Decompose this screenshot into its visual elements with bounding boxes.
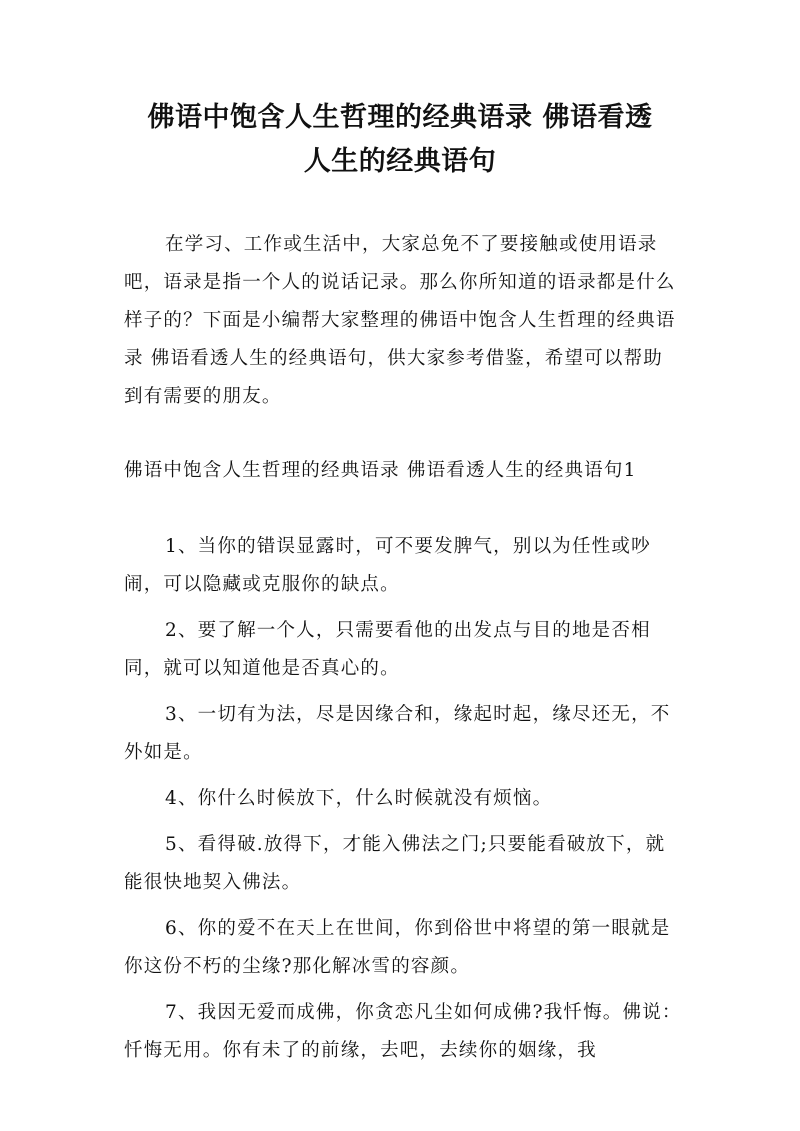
quote-list (124, 528, 682, 1078)
section-heading: 佛语中饱含人生哲理的经典语录 佛语看透人生的经典语句1 (124, 460, 637, 481)
list-item: 2、要了解一个人，只需要看他的出发点与目的地是否相同，就可以知道他是否真心的。 (124, 620, 651, 679)
list-item: 5、看得破.放得下，才能入佛法之门;只要能看破放下，就能很快地契入佛法。 (124, 834, 666, 893)
list-item: 6、你的爱不在天上在世间，你到俗世中将望的第一眼就是你这份不朽的尘缘?那化解冰雪的容颜。 (124, 918, 671, 977)
title-line-2: 人生的经典语句 (303, 146, 497, 177)
list-item: 7、我因无爱而成佛，你贪恋凡尘如何成佛?我忏悔。佛说：忏悔无用。你有未了的前缘，去吧，去续你的姻缘，我 (124, 1002, 682, 1061)
list-item: 1、当你的错误显露时，可不要发脾气，别以为任性或吵闹，可以隐藏或克服你的缺点。 (124, 536, 651, 595)
page-title (110, 96, 690, 184)
intro-paragraph: 在学习、工作或生活中，大家总免不了要接触或使用语录吧，语录是指一个人的说话记录。那么你所知道的语录都是什么样子的？下面是小编帮大家整理的佛语中饱含人生哲理的经典语录 佛语看透人生的经典语句，供大家参考借鉴，希望可以帮助到有需要的朋友。 (124, 234, 676, 407)
list-item: 3、一切有为法，尽是因缘合和，缘起时起，缘尽还无，不外如是。 (124, 704, 671, 763)
title-line-1: 佛语中饱含人生哲理的经典语录 佛语看透 (147, 102, 653, 133)
list-item: 4、你什么时候放下，什么时候就没有烦恼。 (165, 788, 553, 809)
